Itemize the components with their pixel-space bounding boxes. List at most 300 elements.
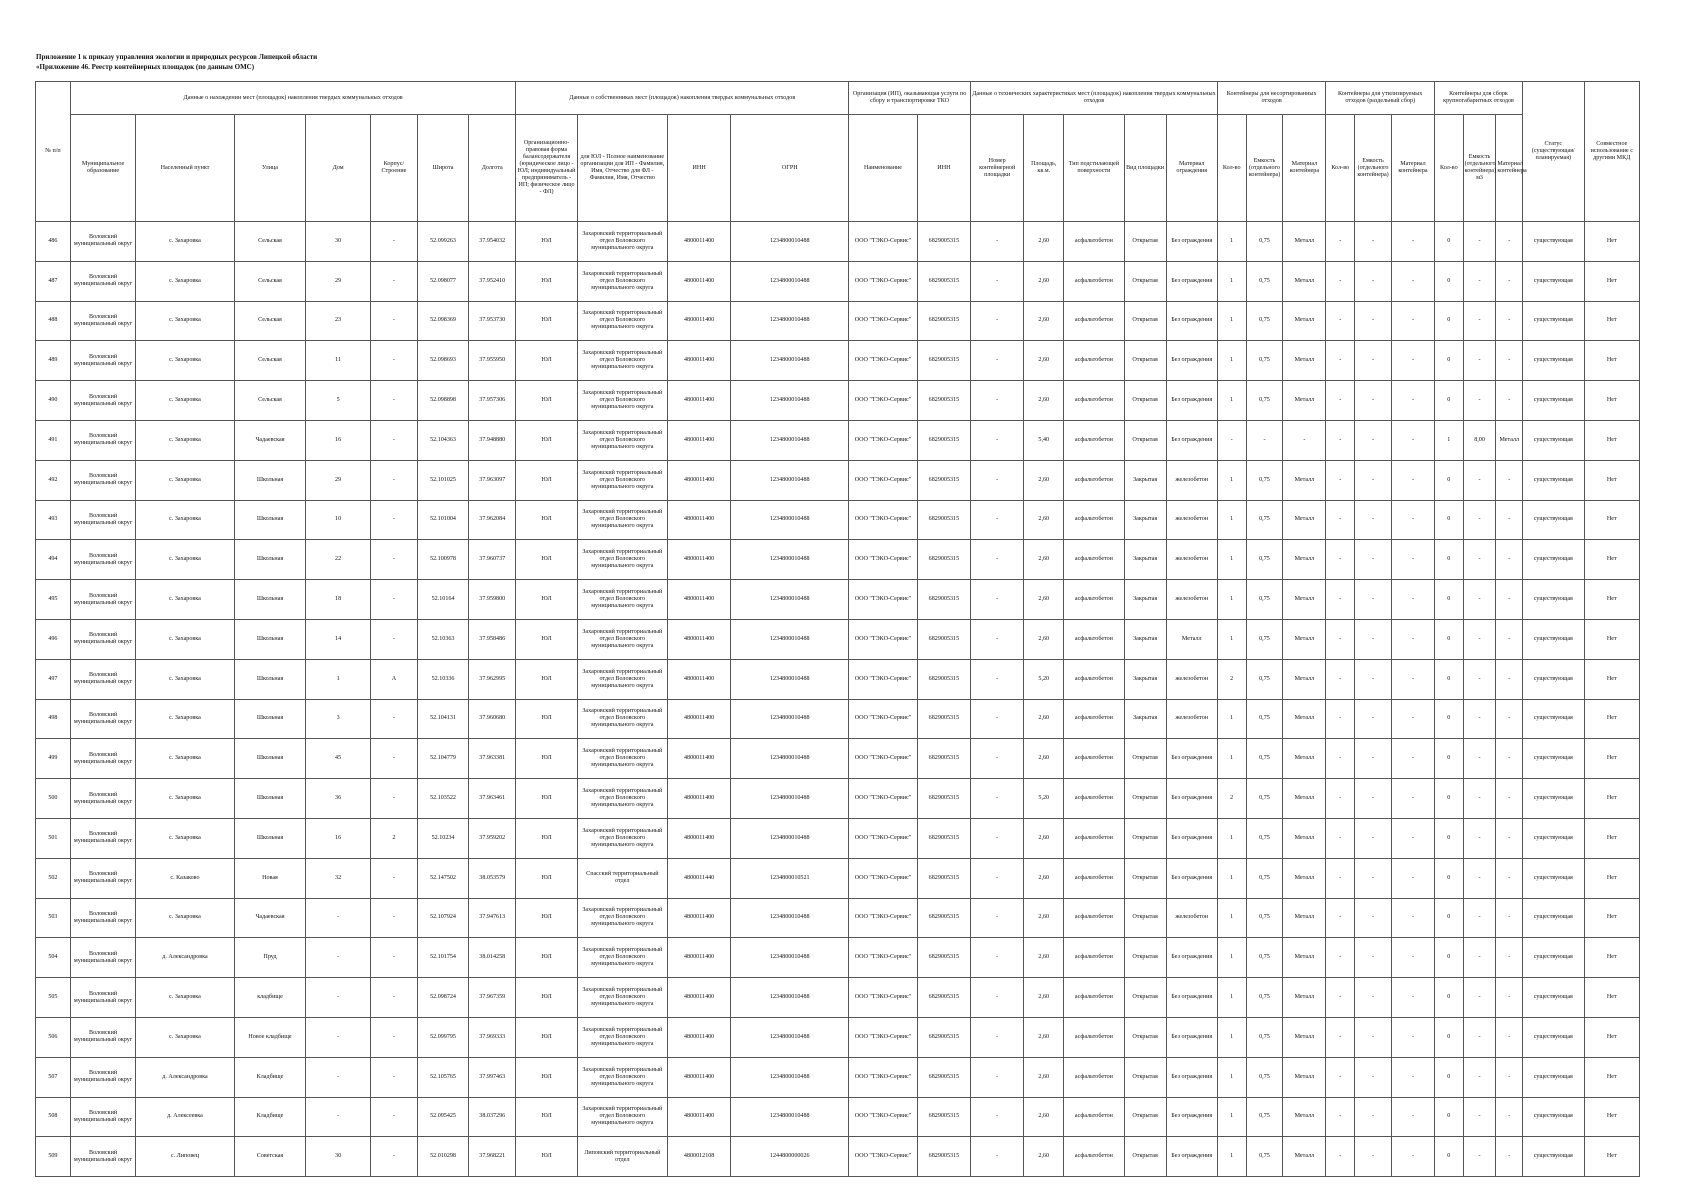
cell-uq: 1 xyxy=(1217,381,1246,421)
cell-rm: - xyxy=(1391,938,1434,978)
cell-bq: 0 xyxy=(1434,1057,1463,1097)
col-b-qty: Кол-во xyxy=(1434,115,1463,222)
cell-rm: - xyxy=(1391,1017,1434,1057)
cell-status: существующая xyxy=(1523,779,1584,819)
cell-fence: Без ограждения xyxy=(1166,222,1217,262)
cell-k: - xyxy=(370,540,417,580)
cell-bm: - xyxy=(1496,818,1523,858)
cell-own: Захаровский территориальный отдел Воловского муниципального округа xyxy=(577,580,667,620)
cell-n: 489 xyxy=(36,341,71,381)
cell-rm: - xyxy=(1391,619,1434,659)
cell-np: с. Захаровка xyxy=(136,261,234,301)
cell-lat: 52.10164 xyxy=(417,580,468,620)
cell-lon: 37.954032 xyxy=(469,222,516,262)
cell-bq: 0 xyxy=(1434,500,1463,540)
cell-own: Захаровский территориальный отдел Воловского муниципального округа xyxy=(577,1057,667,1097)
cell-bq: 0 xyxy=(1434,898,1463,938)
cell-um: Металл xyxy=(1283,500,1326,540)
cell-lat: 52.103522 xyxy=(417,779,468,819)
cell-bc: - xyxy=(1463,301,1496,341)
cell-uq: 1 xyxy=(1217,540,1246,580)
cell-np: с. Захаровка xyxy=(136,341,234,381)
cell-uq: 1 xyxy=(1217,580,1246,620)
cell-rq: - xyxy=(1326,739,1355,779)
cell-um: Металл xyxy=(1283,619,1326,659)
cell-np: с. Казаково xyxy=(136,858,234,898)
cell-st: Чадаевская xyxy=(234,420,306,460)
table-row xyxy=(36,261,1640,301)
cell-bc: - xyxy=(1463,659,1496,699)
cell-bm: - xyxy=(1496,978,1523,1018)
group-location: Данные о нахождении мест (площадок) накопления твердых коммунальных отходов xyxy=(70,82,516,115)
cell-bm: - xyxy=(1496,858,1523,898)
cell-k: - xyxy=(370,500,417,540)
cell-lon: 37.959800 xyxy=(469,580,516,620)
cell-rc: - xyxy=(1355,460,1392,500)
cell-um: Металл xyxy=(1283,1017,1326,1057)
cell-shared: Нет xyxy=(1584,1057,1639,1097)
cell-status: существующая xyxy=(1523,898,1584,938)
cell-k: - xyxy=(370,1097,417,1137)
cell-status: существующая xyxy=(1523,739,1584,779)
cell-np: с. Захаровка xyxy=(136,699,234,739)
cell-oinn: 6829005315 xyxy=(917,460,970,500)
cell-bc: - xyxy=(1463,261,1496,301)
cell-n: 502 xyxy=(36,858,71,898)
table-row xyxy=(36,978,1640,1018)
cell-fence: Без ограждения xyxy=(1166,1017,1217,1057)
cell-type: Закрытая xyxy=(1124,500,1166,540)
cell-type: Открытая xyxy=(1124,420,1166,460)
cell-rc: - xyxy=(1355,1097,1392,1137)
cell-ogrn: 1234800010488 xyxy=(731,420,849,460)
cell-surf: асфальтобетон xyxy=(1064,1017,1124,1057)
cell-np: с. Захаровка xyxy=(136,779,234,819)
cell-um: Металл xyxy=(1283,460,1326,500)
cell-um: Металл xyxy=(1283,659,1326,699)
cell-ogrn: 1234800010488 xyxy=(731,460,849,500)
cell-type: Закрытая xyxy=(1124,699,1166,739)
cell-lon: 37.969333 xyxy=(469,1017,516,1057)
cell-lon: 37.968221 xyxy=(469,1137,516,1177)
cell-lon: 37.997463 xyxy=(469,1057,516,1097)
cell-rc: - xyxy=(1355,222,1392,262)
cell-rm: - xyxy=(1391,978,1434,1018)
cell-d: 32 xyxy=(306,858,371,898)
cell-bc: - xyxy=(1463,1057,1496,1097)
cell-fence: Без ограждения xyxy=(1166,779,1217,819)
cell-lon: 37.953730 xyxy=(469,301,516,341)
cell-rm: - xyxy=(1391,659,1434,699)
cell-status: существующая xyxy=(1523,540,1584,580)
cell-area: 2,60 xyxy=(1024,1057,1064,1097)
cell-area: 2,60 xyxy=(1024,699,1064,739)
cell-bm: - xyxy=(1496,500,1523,540)
group-org: Организация (ИП), оказывающая услуги по сбору и транспортировке ТКО xyxy=(849,82,971,115)
cell-uq: 1 xyxy=(1217,938,1246,978)
table-row xyxy=(36,739,1640,779)
cell-oinn: 6829005315 xyxy=(917,500,970,540)
cell-surf: асфальтобетон xyxy=(1064,540,1124,580)
cell-surf: асфальтобетон xyxy=(1064,858,1124,898)
cell-st: Новая xyxy=(234,858,306,898)
table-row xyxy=(36,898,1640,938)
cell-np: с. Захаровка xyxy=(136,381,234,421)
cell-mo: Воловский муниципальный округ xyxy=(70,1057,136,1097)
cell-n: 486 xyxy=(36,222,71,262)
cell-bm: - xyxy=(1496,1017,1523,1057)
cell-uq: 1 xyxy=(1217,858,1246,898)
cell-bc: - xyxy=(1463,898,1496,938)
cell-uc: 0,75 xyxy=(1246,938,1283,978)
cell-uq: 1 xyxy=(1217,1137,1246,1177)
cell-oinn: 6829005315 xyxy=(917,659,970,699)
cell-org: ООО "ТЭКО-Сервис" xyxy=(849,500,918,540)
cell-status: существующая xyxy=(1523,222,1584,262)
cell-type: Закрытая xyxy=(1124,659,1166,699)
cell-n: 500 xyxy=(36,779,71,819)
cell-uc: 0,75 xyxy=(1246,898,1283,938)
cell-n: 508 xyxy=(36,1097,71,1137)
cell-surf: асфальтобетон xyxy=(1064,739,1124,779)
cell-lon: 38.014258 xyxy=(469,938,516,978)
cell-f: ЮЛ xyxy=(516,460,577,500)
cell-oinn: 6829005315 xyxy=(917,381,970,421)
cell-uq: 1 xyxy=(1217,341,1246,381)
cell-f: ЮЛ xyxy=(516,938,577,978)
cell-rc: - xyxy=(1355,699,1392,739)
cell-oinn: 6829005315 xyxy=(917,1137,970,1177)
cell-area: 2,60 xyxy=(1024,858,1064,898)
cell-f: ЮЛ xyxy=(516,1017,577,1057)
cell-area: 2,60 xyxy=(1024,540,1064,580)
cell-st: Кладбище xyxy=(234,1097,306,1137)
cell-own: Захаровский территориальный отдел Воловского муниципального округа xyxy=(577,898,667,938)
cell-bq: 1 xyxy=(1434,420,1463,460)
cell-mo: Воловский муниципальный округ xyxy=(70,779,136,819)
cell-uq: 1 xyxy=(1217,1017,1246,1057)
group-tech: Данные о технических характеристиках мест (площадок) накопления твердых коммунальных отходов xyxy=(971,82,1218,115)
cell-k: - xyxy=(370,739,417,779)
cell-rm: - xyxy=(1391,1057,1434,1097)
cell-bc: - xyxy=(1463,540,1496,580)
col-inn: ИНН xyxy=(667,115,730,222)
cell-org: ООО "ТЭКО-Сервис" xyxy=(849,659,918,699)
cell-inn: 4800011400 xyxy=(667,381,730,421)
cell-st: Советская xyxy=(234,1137,306,1177)
cell-surf: асфальтобетон xyxy=(1064,500,1124,540)
cell-shared: Нет xyxy=(1584,222,1639,262)
cell-rc: - xyxy=(1355,739,1392,779)
cell-rc: - xyxy=(1355,301,1392,341)
cell-uc: 0,75 xyxy=(1246,978,1283,1018)
cell-type: Открытая xyxy=(1124,898,1166,938)
cell-no: - xyxy=(971,460,1024,500)
cell-org: ООО "ТЭКО-Сервис" xyxy=(849,739,918,779)
cell-d: 18 xyxy=(306,580,371,620)
cell-type: Открытая xyxy=(1124,1057,1166,1097)
table-row xyxy=(36,540,1640,580)
cell-no: - xyxy=(971,978,1024,1018)
cell-status: существующая xyxy=(1523,938,1584,978)
cell-n: 490 xyxy=(36,381,71,421)
col-shared: Совместное использование с другими МКД xyxy=(1584,82,1639,222)
cell-rm: - xyxy=(1391,699,1434,739)
cell-rq: - xyxy=(1326,898,1355,938)
cell-rq: - xyxy=(1326,341,1355,381)
table-header xyxy=(36,82,1640,222)
cell-st: Новое кладбище xyxy=(234,1017,306,1057)
cell-fence: Без ограждения xyxy=(1166,1137,1217,1177)
cell-d: 1 xyxy=(306,659,371,699)
cell-bq: 0 xyxy=(1434,938,1463,978)
table-row xyxy=(36,420,1640,460)
cell-inn: 4800011400 xyxy=(667,978,730,1018)
cell-lat: 52.10336 xyxy=(417,659,468,699)
cell-area: 2,60 xyxy=(1024,460,1064,500)
cell-k: - xyxy=(370,938,417,978)
cell-inn: 4800012108 xyxy=(667,1137,730,1177)
col-lon: Долгота xyxy=(469,115,516,222)
cell-mo: Воловский муниципальный округ xyxy=(70,699,136,739)
cell-oinn: 6829005315 xyxy=(917,1017,970,1057)
cell-lon: 37.963461 xyxy=(469,779,516,819)
cell-fence: Без ограждения xyxy=(1166,341,1217,381)
cell-mo: Воловский муниципальный округ xyxy=(70,858,136,898)
cell-shared: Нет xyxy=(1584,420,1639,460)
cell-bm: - xyxy=(1496,659,1523,699)
cell-uc: 0,75 xyxy=(1246,222,1283,262)
cell-ogrn: 1234800010488 xyxy=(731,619,849,659)
cell-k: - xyxy=(370,699,417,739)
group-recycle: Контейнеры для утилизируемых отходов (раздельный сбор) xyxy=(1326,82,1435,115)
cell-uc: 0,75 xyxy=(1246,779,1283,819)
cell-type: Открытая xyxy=(1124,1137,1166,1177)
cell-surf: асфальтобетон xyxy=(1064,978,1124,1018)
cell-rm: - xyxy=(1391,460,1434,500)
cell-f: ЮЛ xyxy=(516,659,577,699)
cell-ogrn: 1234800010488 xyxy=(731,381,849,421)
cell-lat: 52.098369 xyxy=(417,301,468,341)
cell-oinn: 6829005315 xyxy=(917,619,970,659)
cell-d: 5 xyxy=(306,381,371,421)
cell-bm: - xyxy=(1496,739,1523,779)
cell-k: - xyxy=(370,619,417,659)
cell-surf: асфальтобетон xyxy=(1064,619,1124,659)
cell-area: 2,60 xyxy=(1024,381,1064,421)
cell-ogrn: 1234800010488 xyxy=(731,898,849,938)
cell-ogrn: 1234800010488 xyxy=(731,261,849,301)
cell-um: - xyxy=(1283,420,1326,460)
cell-oinn: 6829005315 xyxy=(917,978,970,1018)
cell-uq: 1 xyxy=(1217,699,1246,739)
cell-f: ЮЛ xyxy=(516,580,577,620)
cell-type: Открытая xyxy=(1124,222,1166,262)
cell-rq: - xyxy=(1326,699,1355,739)
cell-bc: - xyxy=(1463,978,1496,1018)
cell-np: с. Захаровка xyxy=(136,978,234,1018)
cell-lat: 52.147502 xyxy=(417,858,468,898)
cell-n: 493 xyxy=(36,500,71,540)
cell-um: Металл xyxy=(1283,739,1326,779)
cell-no: - xyxy=(971,381,1024,421)
cell-fence: Без ограждения xyxy=(1166,739,1217,779)
cell-own: Захаровский территориальный отдел Воловского муниципального округа xyxy=(577,818,667,858)
col-num: № п/п xyxy=(36,82,71,222)
cell-k: - xyxy=(370,858,417,898)
cell-no: - xyxy=(971,1097,1024,1137)
table-row xyxy=(36,938,1640,978)
cell-rq: - xyxy=(1326,858,1355,898)
cell-rm: - xyxy=(1391,818,1434,858)
cell-uc: 0,75 xyxy=(1246,699,1283,739)
cell-ogrn: 1234800010488 xyxy=(731,301,849,341)
cell-lat: 52.100978 xyxy=(417,540,468,580)
cell-k: - xyxy=(370,1017,417,1057)
cell-uc: 0,75 xyxy=(1246,381,1283,421)
cell-no: - xyxy=(971,739,1024,779)
cell-type: Открытая xyxy=(1124,1097,1166,1137)
cell-surf: асфальтобетон xyxy=(1064,580,1124,620)
cell-rm: - xyxy=(1391,779,1434,819)
cell-mo: Воловский муниципальный округ xyxy=(70,1097,136,1137)
cell-lon: 37.962084 xyxy=(469,500,516,540)
col-status: Статус (существующая/ планируемая) xyxy=(1523,82,1584,222)
cell-uc: 0,75 xyxy=(1246,500,1283,540)
cell-k: - xyxy=(370,341,417,381)
col-building: Корпус/Строение xyxy=(370,115,417,222)
cell-uc: 0,75 xyxy=(1246,1057,1283,1097)
cell-mo: Воловский муниципальный округ xyxy=(70,898,136,938)
cell-st: Школьная xyxy=(234,500,306,540)
cell-uc: 0,75 xyxy=(1246,1097,1283,1137)
cell-np: д. Александровка xyxy=(136,1057,234,1097)
cell-uq: 2 xyxy=(1217,659,1246,699)
cell-n: 499 xyxy=(36,739,71,779)
cell-bq: 0 xyxy=(1434,619,1463,659)
cell-type: Открытая xyxy=(1124,301,1166,341)
cell-lon: 37.962995 xyxy=(469,659,516,699)
cell-k: - xyxy=(370,420,417,460)
cell-lat: 52.098724 xyxy=(417,978,468,1018)
col-r-qty: Кол-во xyxy=(1326,115,1355,222)
cell-type: Открытая xyxy=(1124,779,1166,819)
cell-um: Металл xyxy=(1283,1097,1326,1137)
table-row xyxy=(36,818,1640,858)
cell-fence: Без ограждения xyxy=(1166,818,1217,858)
cell-type: Открытая xyxy=(1124,381,1166,421)
cell-status: существующая xyxy=(1523,381,1584,421)
cell-lat: 52.098693 xyxy=(417,341,468,381)
cell-shared: Нет xyxy=(1584,1017,1639,1057)
cell-uc: - xyxy=(1246,420,1283,460)
cell-d: 29 xyxy=(306,261,371,301)
cell-uc: 0,75 xyxy=(1246,659,1283,699)
table-row xyxy=(36,659,1640,699)
cell-um: Металл xyxy=(1283,301,1326,341)
cell-f: ЮЛ xyxy=(516,500,577,540)
cell-bc: - xyxy=(1463,1137,1496,1177)
col-org-inn: ИНН xyxy=(917,115,970,222)
group-unsorted: Контейнеры для несортированных отходов xyxy=(1217,82,1326,115)
cell-np: с. Захаровка xyxy=(136,818,234,858)
cell-mo: Воловский муниципальный округ xyxy=(70,460,136,500)
cell-surf: асфальтобетон xyxy=(1064,1137,1124,1177)
cell-uc: 0,75 xyxy=(1246,460,1283,500)
cell-n: 488 xyxy=(36,301,71,341)
cell-oinn: 6829005315 xyxy=(917,580,970,620)
cell-surf: асфальтобетон xyxy=(1064,222,1124,262)
cell-type: Открытая xyxy=(1124,1017,1166,1057)
cell-shared: Нет xyxy=(1584,341,1639,381)
cell-status: существующая xyxy=(1523,978,1584,1018)
cell-area: 2,60 xyxy=(1024,619,1064,659)
cell-d: - xyxy=(306,978,371,1018)
cell-d: 3 xyxy=(306,699,371,739)
cell-rq: - xyxy=(1326,222,1355,262)
cell-st: Школьная xyxy=(234,779,306,819)
cell-status: существующая xyxy=(1523,659,1584,699)
cell-type: Открытая xyxy=(1124,978,1166,1018)
cell-oinn: 6829005315 xyxy=(917,699,970,739)
table-row xyxy=(36,779,1640,819)
cell-uc: 0,75 xyxy=(1246,1017,1283,1057)
cell-org: ООО "ТЭКО-Сервис" xyxy=(849,540,918,580)
cell-ogrn: 1234800010488 xyxy=(731,699,849,739)
cell-um: Металл xyxy=(1283,261,1326,301)
cell-own: Захаровский территориальный отдел Воловского муниципального округа xyxy=(577,341,667,381)
cell-oinn: 6829005315 xyxy=(917,301,970,341)
cell-surf: асфальтобетон xyxy=(1064,699,1124,739)
cell-rq: - xyxy=(1326,1097,1355,1137)
cell-fence: Без ограждения xyxy=(1166,301,1217,341)
cell-uq: 1 xyxy=(1217,460,1246,500)
cell-mo: Воловский муниципальный округ xyxy=(70,659,136,699)
cell-rm: - xyxy=(1391,222,1434,262)
cell-fence: Без ограждения xyxy=(1166,261,1217,301)
cell-uq: 1 xyxy=(1217,301,1246,341)
cell-lon: 37.960737 xyxy=(469,540,516,580)
cell-own: Захаровский территориальный отдел Воловского муниципального округа xyxy=(577,222,667,262)
cell-org: ООО "ТЭКО-Сервис" xyxy=(849,1097,918,1137)
cell-d: - xyxy=(306,1057,371,1097)
cell-own: Захаровский территориальный отдел Воловского муниципального округа xyxy=(577,1097,667,1137)
cell-oinn: 6829005315 xyxy=(917,341,970,381)
cell-org: ООО "ТЭКО-Сервис" xyxy=(849,1057,918,1097)
col-b-mat: Материал контейнера xyxy=(1496,115,1523,222)
cell-d: - xyxy=(306,1017,371,1057)
cell-lon: 38.053579 xyxy=(469,858,516,898)
cell-ogrn: 1234800010488 xyxy=(731,341,849,381)
cell-type: Открытая xyxy=(1124,261,1166,301)
col-site-type: Вид площадки xyxy=(1124,115,1166,222)
cell-inn: 4800011400 xyxy=(667,580,730,620)
cell-uc: 0,75 xyxy=(1246,540,1283,580)
cell-rc: - xyxy=(1355,659,1392,699)
cell-no: - xyxy=(971,659,1024,699)
cell-bm: - xyxy=(1496,938,1523,978)
cell-d: 30 xyxy=(306,1137,371,1177)
cell-mo: Воловский муниципальный округ xyxy=(70,341,136,381)
cell-st: Школьная xyxy=(234,818,306,858)
cell-ogrn: 1234800010488 xyxy=(731,1097,849,1137)
cell-ogrn: 1234800010488 xyxy=(731,222,849,262)
cell-bq: 0 xyxy=(1434,1137,1463,1177)
cell-org: ООО "ТЭКО-Сервис" xyxy=(849,699,918,739)
cell-status: существующая xyxy=(1523,858,1584,898)
cell-np: д. Алексеевка xyxy=(136,1097,234,1137)
cell-shared: Нет xyxy=(1584,540,1639,580)
